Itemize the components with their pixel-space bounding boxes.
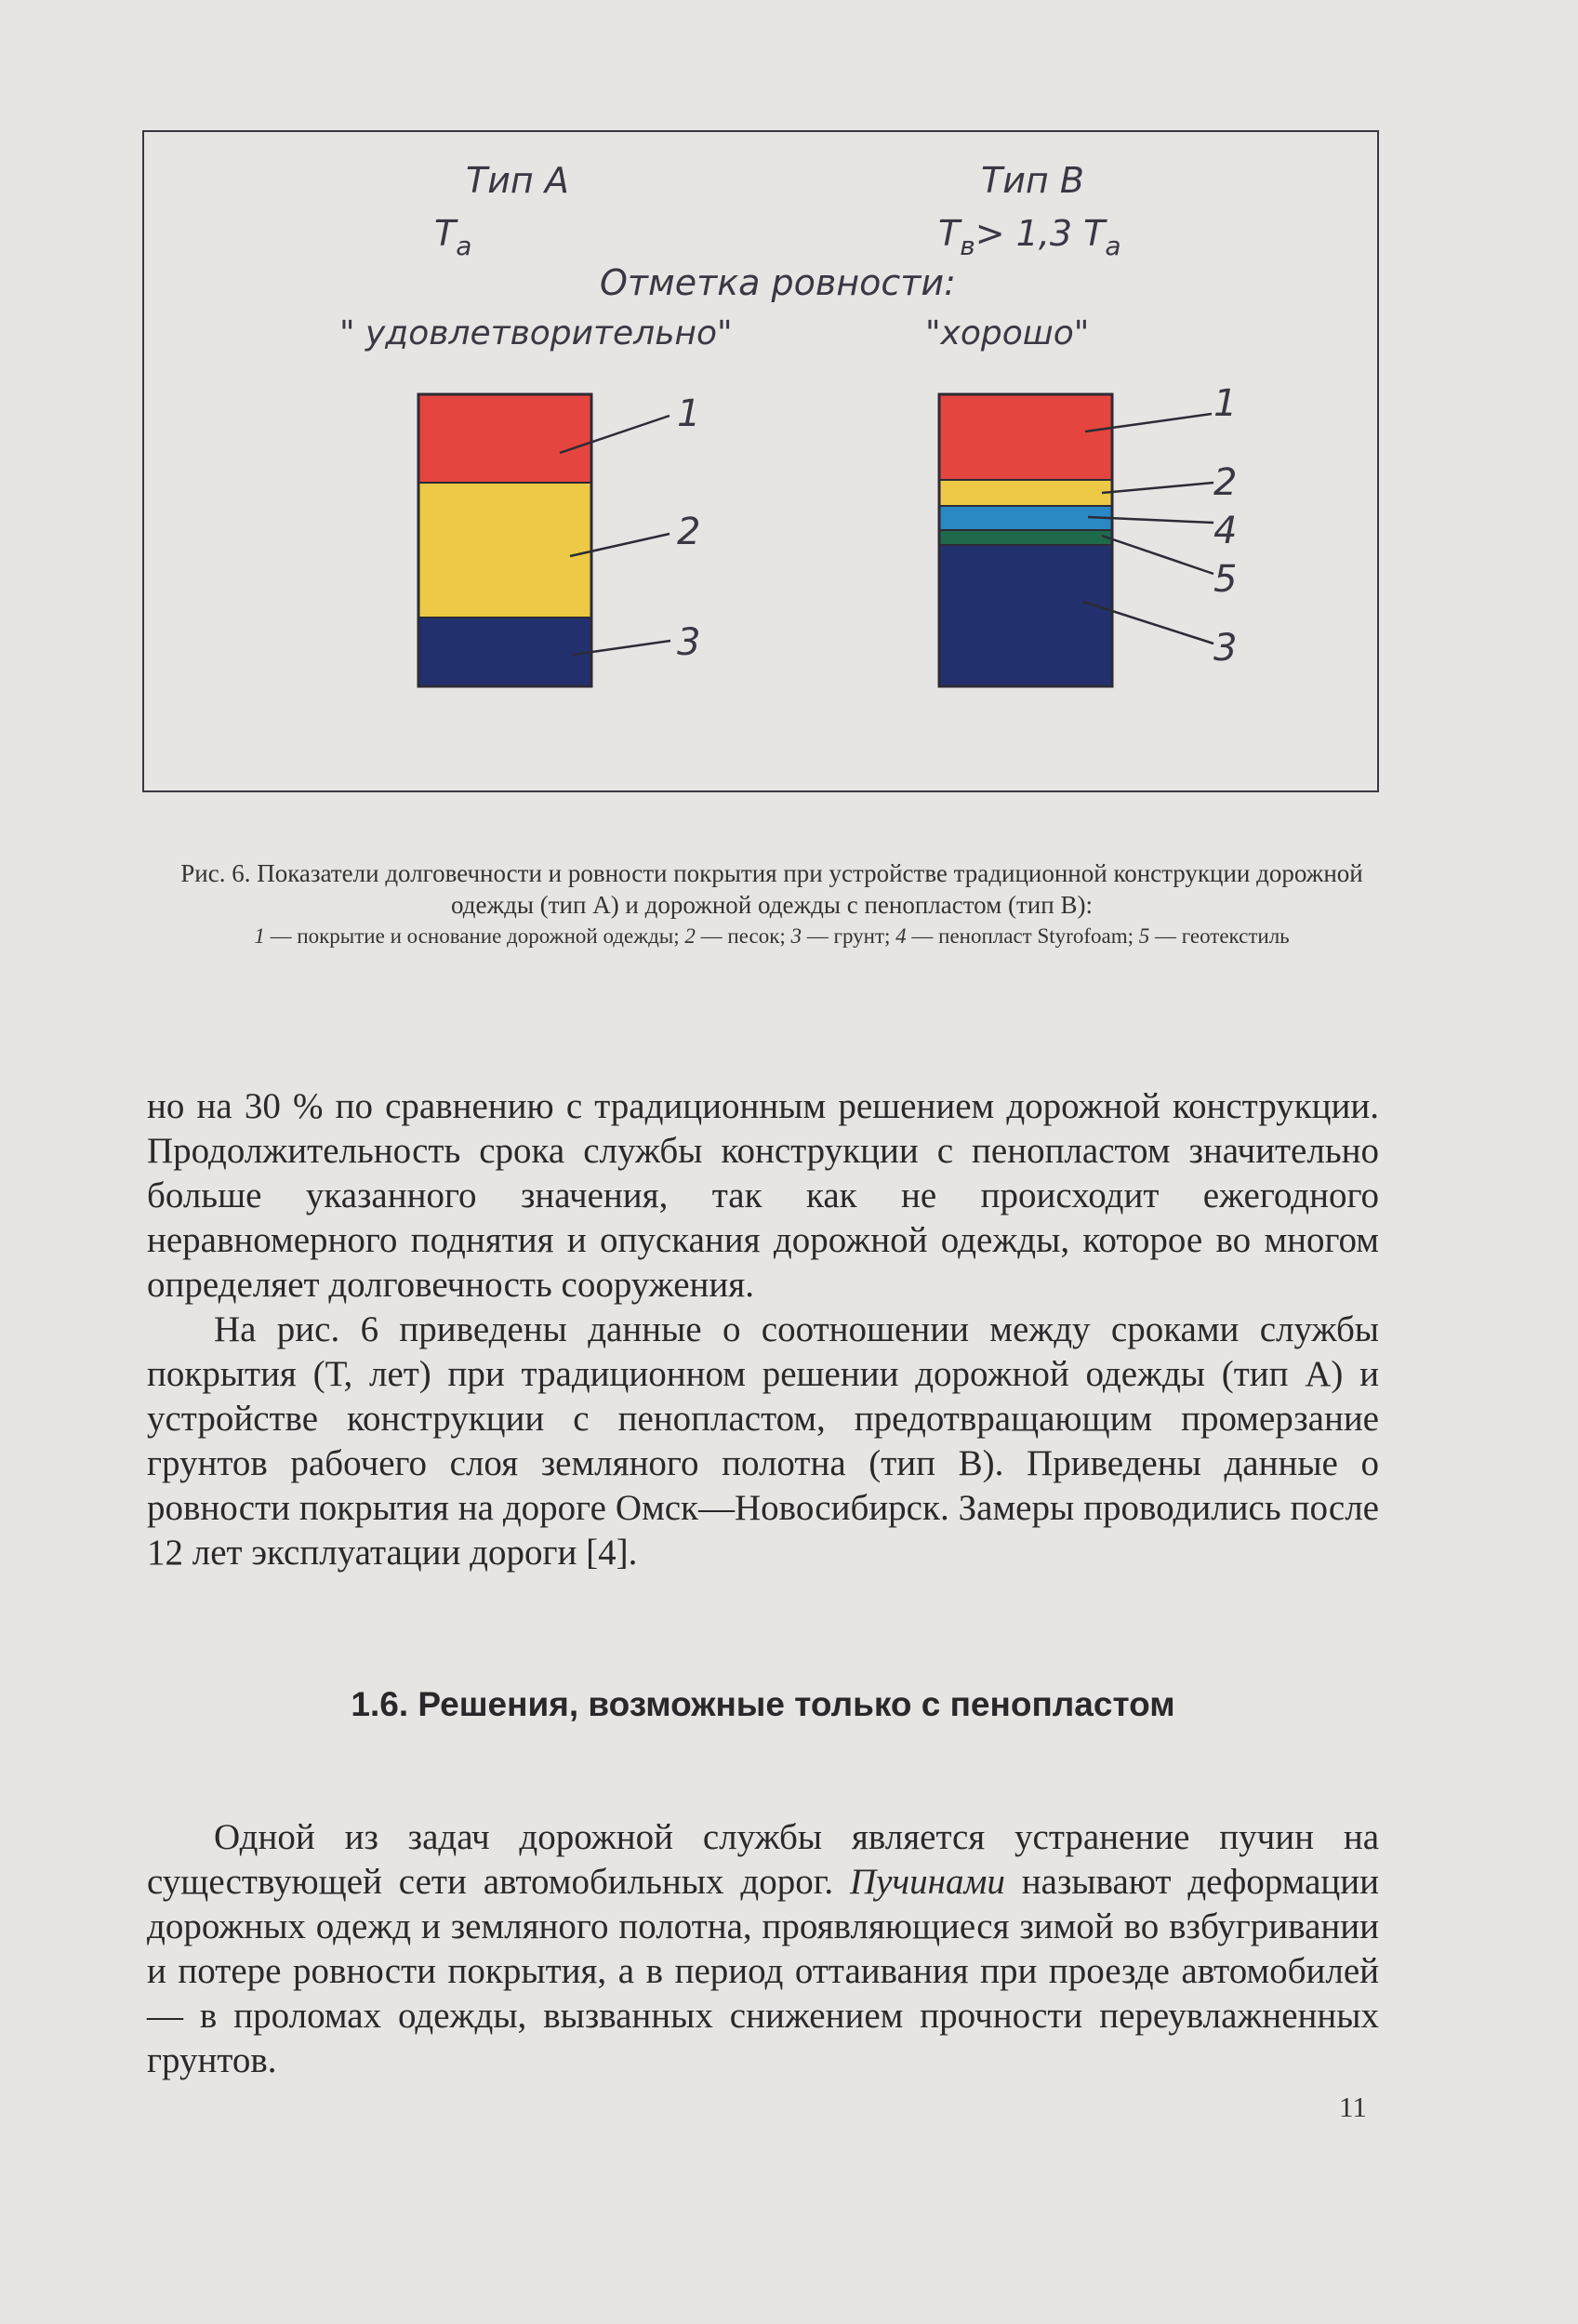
type-b-t: $T_в> 1,3$ $T_a$ <box>938 213 1121 261</box>
layer-b-5 <box>939 530 1112 545</box>
figure-diagram <box>144 132 1381 794</box>
type-a-t: $T_a$ <box>434 213 472 261</box>
legend-num-4: 4 <box>895 924 907 948</box>
label-b-1: 1 <box>1213 382 1238 425</box>
legend-num-3: 3 <box>790 924 802 948</box>
legend-num-1: 1 <box>254 924 265 948</box>
legend-text-2: — песок; <box>695 924 791 948</box>
body-section-1 <box>147 1084 1379 1575</box>
column-b <box>939 382 1237 686</box>
layer-b-2 <box>939 480 1112 506</box>
label-b-4: 4 <box>1213 510 1238 552</box>
legend-text-5: — геотекстиль <box>1149 924 1290 948</box>
figure-frame <box>142 130 1379 792</box>
layer-b-3 <box>939 545 1112 686</box>
label-a-3: 3 <box>677 621 701 664</box>
label-b-3: 3 <box>1213 627 1238 670</box>
evenness-title: Отметка ровности: <box>600 262 956 303</box>
caption-title: Рис. 6. Показатели долговечности и ровности покрытия при устройстве традиционной конструкции дорожной одежды (тип А) и дорожной одежды с пенопластом (тип В): <box>180 859 1363 919</box>
section-heading: 1.6. Решения, возможные только с пенопластом <box>351 1685 1175 1723</box>
paragraph-3 <box>147 1815 1379 2083</box>
legend-text-1: — покрытие и основание дорожной одежды; <box>264 924 685 948</box>
paragraph-3-start: Одной из задач дорожной службы является устранение пучин на существующей сети автомобильных дорог. <box>147 1817 1379 1902</box>
legend-num-2: 2 <box>684 924 696 948</box>
type-b-title: Тип В <box>981 160 1084 201</box>
layer-a-2 <box>418 483 591 618</box>
legend-text-3: — грунт; <box>802 924 896 948</box>
figure-caption <box>167 857 1376 950</box>
legend-text-4: — пенопласт Styrofoam; <box>906 924 1139 948</box>
column-a <box>418 392 700 686</box>
type-a-title: Тип А <box>466 160 569 201</box>
leader-b-5 <box>1102 536 1213 574</box>
label-b-5: 5 <box>1213 558 1238 601</box>
layer-b-1 <box>939 394 1112 480</box>
label-b-2: 2 <box>1213 461 1238 504</box>
paragraph-1: но на 30 % по сравнению с традиционным решением дорожной конструкции. Продолжительность срока службы конструкции с пенопластом значительно больше указанного значения, так как не происходит ежегодного неравномерного поднятия и опускания дорожной одежды, которое во многом определяет долговечность сооружения. <box>147 1086 1379 1305</box>
caption-legend <box>167 923 1376 950</box>
layer-a-1 <box>418 394 591 483</box>
paragraph-2: На рис. 6 приведены данные о соотношении между сроками службы покрытия (Т, лет) при традиционном решении дорожной одежды (тип А) и устройстве конструкции с пенопластом, предотвращающим промерзание грунтов рабочего слоя земляного полотна (тип В). Приведены данные о ровности покрытия на дороге Омск—Новосибирск. Замеры проводились после 12 лет эксплуатации дороги [4]. <box>147 1309 1379 1573</box>
layer-b-4 <box>939 506 1112 530</box>
label-a-2: 2 <box>677 511 701 553</box>
type-b-grade: "хорошо" <box>925 314 1090 352</box>
layer-a-3 <box>418 618 591 686</box>
label-a-1: 1 <box>677 392 701 435</box>
leader-b-2 <box>1102 483 1213 493</box>
paragraph-3-term: Пучинами <box>850 1862 1005 1902</box>
paragraph-3-end: называют деформации дорожных одежд и земляного полотна, проявляющиеся зимой во взбугривании и потере ровности покрытия, а в период оттаивания при проезде автомобилей — в проломах одежды, вызванных снижением прочности переувлажненных грунтов. <box>147 1862 1379 2080</box>
body-section-2 <box>147 1815 1379 2083</box>
page-number: 11 <box>1339 2091 1367 2123</box>
legend-num-5: 5 <box>1138 924 1150 948</box>
type-a-grade: " удовлетворительно" <box>339 314 733 352</box>
